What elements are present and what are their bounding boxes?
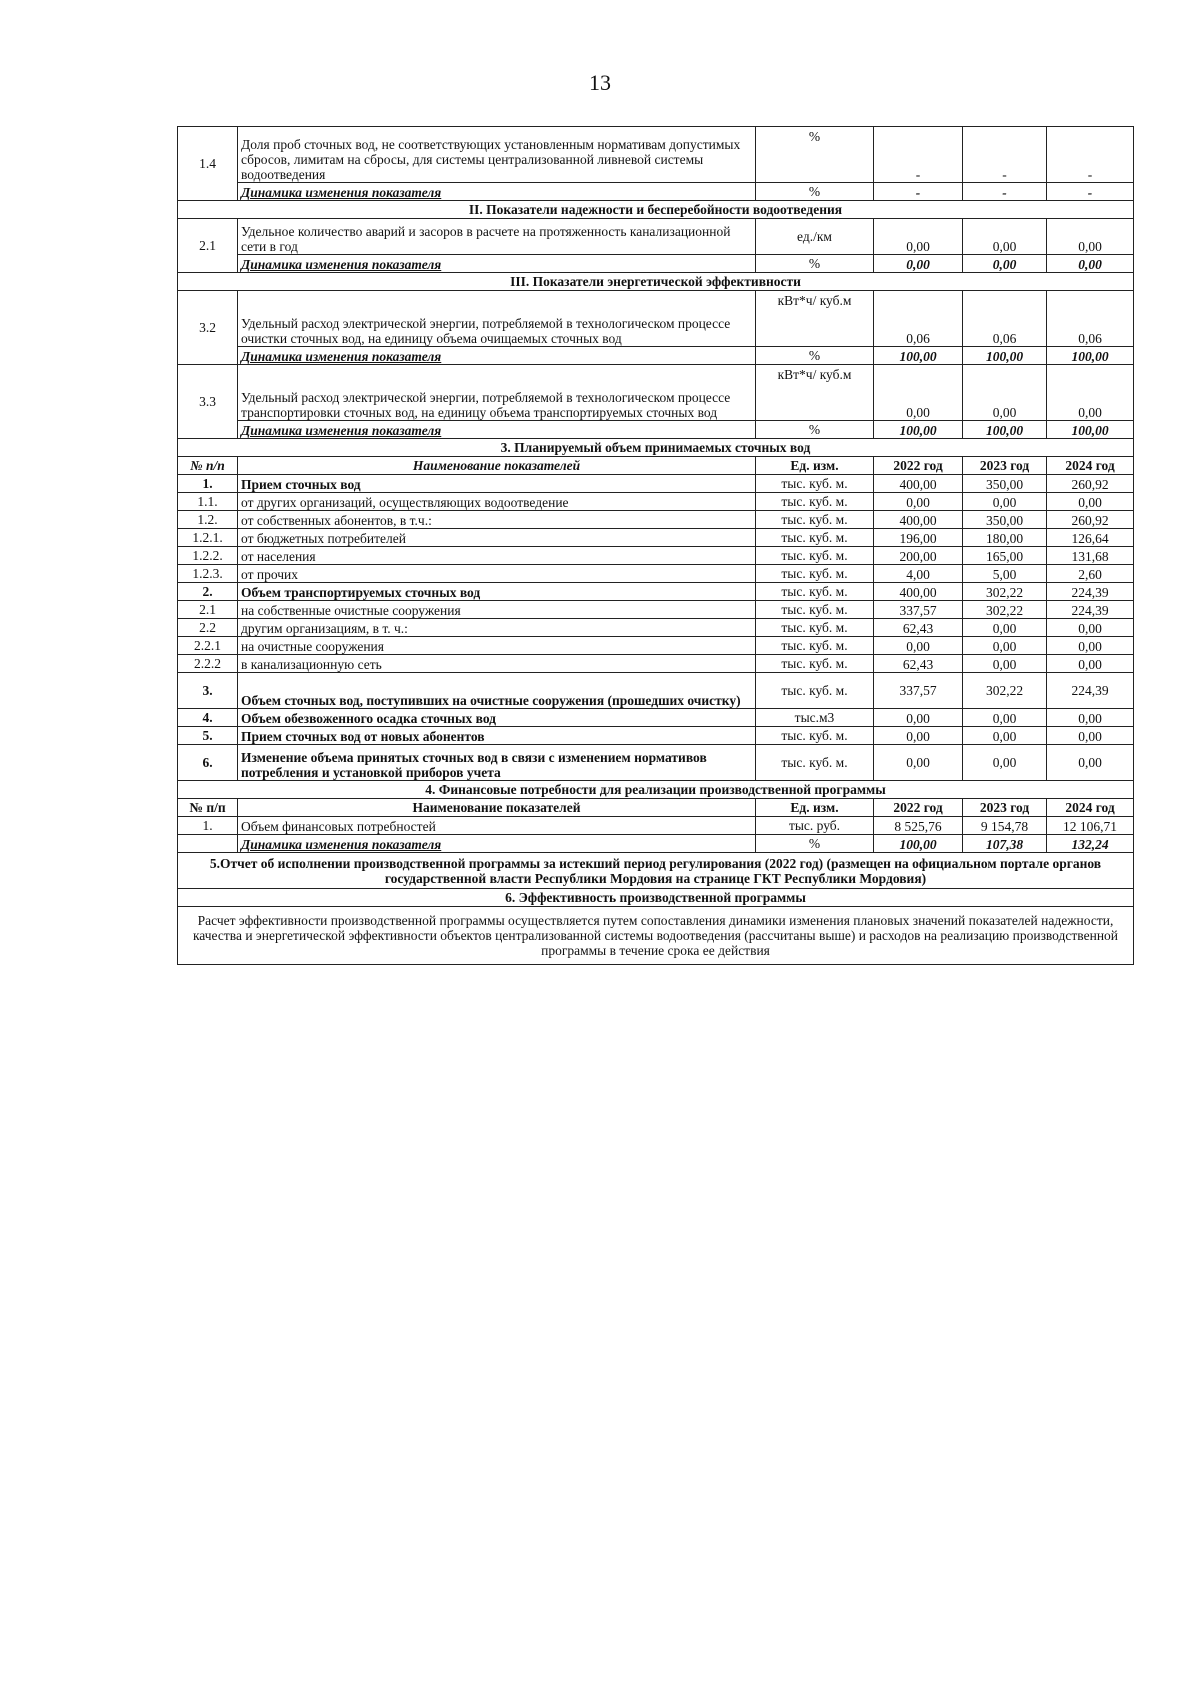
value-cell: 0,00: [874, 255, 963, 273]
unit-cell: тыс. куб. м.: [756, 493, 874, 511]
row-number: 6.: [178, 745, 238, 781]
indicator-name: Удельное количество аварий и засоров в расчете на протяженность канализационной сети в год: [238, 219, 756, 255]
value-cell: 0,00: [1047, 655, 1134, 673]
value-cell: 0,00: [963, 619, 1047, 637]
value-cell: 100,00: [963, 347, 1047, 365]
unit-cell: тыс. куб. м.: [756, 583, 874, 601]
value-cell: 0,00: [1047, 219, 1134, 255]
value-cell: 224,39: [1047, 601, 1134, 619]
value-cell: 260,92: [1047, 511, 1134, 529]
table-row: [178, 745, 1134, 781]
value-cell: 100,00: [874, 347, 963, 365]
value-cell: -: [874, 183, 963, 201]
table-row: [178, 583, 1134, 601]
section-paragraph: Расчет эффективности производственной программы осуществляется путем сопоставления динамики изменения плановых значений показателей надежности, качества и энергетической эффективности объектов централизованной системы водоотведения (рассчитаны выше) и расходов на реализацию производственной программы в течение срока ее действия: [178, 907, 1134, 965]
unit-cell: тыс. куб. м.: [756, 529, 874, 547]
unit-cell: тыс. куб. м.: [756, 619, 874, 637]
value-cell: -: [1047, 127, 1134, 183]
row-number: 1.2.1.: [178, 529, 238, 547]
section-heading: II. Показатели надежности и бесперебойности водоотведения: [178, 201, 1134, 219]
table-row: [178, 475, 1134, 493]
value-cell: 100,00: [874, 835, 963, 853]
row-number: 2.2.1: [178, 637, 238, 655]
table-row: [178, 853, 1134, 889]
row-number: 4.: [178, 709, 238, 727]
value-cell: 302,22: [963, 583, 1047, 601]
value-cell: 0,00: [963, 727, 1047, 745]
row-number: 2.: [178, 583, 238, 601]
column-header: Наименование показателей: [238, 799, 756, 817]
column-header: № п/п: [178, 799, 238, 817]
table-row: [178, 511, 1134, 529]
value-cell: 107,38: [963, 835, 1047, 853]
value-cell: 100,00: [963, 421, 1047, 439]
table-row: [178, 655, 1134, 673]
value-cell: 196,00: [874, 529, 963, 547]
value-cell: 400,00: [874, 511, 963, 529]
value-cell: 350,00: [963, 475, 1047, 493]
value-cell: 0,00: [963, 493, 1047, 511]
indicator-name: в канализационную сеть: [238, 655, 756, 673]
value-cell: 4,00: [874, 565, 963, 583]
value-cell: 302,22: [963, 673, 1047, 709]
table-row: [178, 421, 1134, 439]
page-number: 13: [589, 70, 611, 95]
row-number: 3.: [178, 673, 238, 709]
table-row: [178, 673, 1134, 709]
dynamics-label: Динамика изменения показателя: [238, 255, 756, 273]
unit-cell: %: [756, 183, 874, 201]
unit-cell: %: [756, 835, 874, 853]
table-row: [178, 709, 1134, 727]
indicator-name: Удельный расход электрической энергии, потребляемой в технологическом процессе очистки сточных вод, на единицу объема очищаемых сточных вод: [238, 291, 756, 347]
unit-cell: тыс. куб. м.: [756, 601, 874, 619]
value-cell: 0,00: [963, 655, 1047, 673]
value-cell: 100,00: [1047, 347, 1134, 365]
indicator-name: Изменение объема принятых сточных вод в связи с изменением нормативов потребления и установкой приборов учета: [238, 745, 756, 781]
table-row: [178, 201, 1134, 219]
column-header: 2022 год: [874, 457, 963, 475]
table-row: [178, 457, 1134, 475]
indicator-name: Доля проб сточных вод, не соответствующих установленным нормативам допустимых сбросов, лимитам на сбросы, для системы централизованной ливневой системы водоотведения: [238, 127, 756, 183]
indicator-name: на собственные очистные сооружения: [238, 601, 756, 619]
table-row: [178, 219, 1134, 255]
indicator-name: Прием сточных вод от новых абонентов: [238, 727, 756, 745]
unit-cell: тыс. куб. м.: [756, 511, 874, 529]
unit-cell: тыс. куб. м.: [756, 547, 874, 565]
value-cell: 62,43: [874, 655, 963, 673]
value-cell: 0,00: [1047, 493, 1134, 511]
table-row: [178, 619, 1134, 637]
unit-cell: кВт*ч/ куб.м: [756, 291, 874, 347]
row-number: 1.: [178, 817, 238, 835]
value-cell: 8 525,76: [874, 817, 963, 835]
value-cell: 200,00: [874, 547, 963, 565]
unit-cell: тыс. куб. м.: [756, 673, 874, 709]
section-heading: 6. Эффективность производственной программы: [178, 889, 1134, 907]
value-cell: 62,43: [874, 619, 963, 637]
table-row: [178, 799, 1134, 817]
column-header: Ед. изм.: [756, 457, 874, 475]
section-paragraph: 5.Отчет об исполнении производственной программы за истекший период регулирования (2022 год) (размещен на официальном портале органов государственной власти Республики Мордовия на странице ГКТ Республики Мордовия): [178, 853, 1134, 889]
value-cell: 302,22: [963, 601, 1047, 619]
value-cell: 0,06: [963, 291, 1047, 347]
table-row: [178, 183, 1134, 201]
value-cell: 132,24: [1047, 835, 1134, 853]
column-header: № п/п: [178, 457, 238, 475]
value-cell: -: [963, 183, 1047, 201]
row-number: 2.2: [178, 619, 238, 637]
row-number: [178, 835, 238, 853]
table-row: [178, 727, 1134, 745]
unit-cell: ед./км: [756, 219, 874, 255]
row-number: 5.: [178, 727, 238, 745]
table-row: [178, 817, 1134, 835]
indicator-name: Объем финансовых потребностей: [238, 817, 756, 835]
value-cell: 0,00: [874, 637, 963, 655]
table-row: [178, 907, 1134, 965]
value-cell: 5,00: [963, 565, 1047, 583]
value-cell: 100,00: [874, 421, 963, 439]
value-cell: 165,00: [963, 547, 1047, 565]
section-heading: 3. Планируемый объем принимаемых сточных вод: [178, 439, 1134, 457]
table-row: [178, 529, 1134, 547]
indicator-name: Объем транспортируемых сточных вод: [238, 583, 756, 601]
value-cell: 0,00: [1047, 637, 1134, 655]
value-cell: 224,39: [1047, 583, 1134, 601]
column-header: Наименование показателей: [238, 457, 756, 475]
value-cell: 0,00: [963, 745, 1047, 781]
unit-cell: тыс. куб. м.: [756, 475, 874, 493]
value-cell: 0,00: [1047, 727, 1134, 745]
indicator-name: Удельный расход электрической энергии, потребляемой в технологическом процессе транспортировки сточных вод, на единицу объема транспортируемых сточных вод: [238, 365, 756, 421]
table-row: [178, 493, 1134, 511]
column-header: Ед. изм.: [756, 799, 874, 817]
value-cell: 0,00: [963, 219, 1047, 255]
indicator-name: Объем сточных вод, поступивших на очистные сооружения (прошедших очистку): [238, 673, 756, 709]
unit-cell: тыс. руб.: [756, 817, 874, 835]
unit-cell: %: [756, 255, 874, 273]
section-heading: III. Показатели энергетической эффективности: [178, 273, 1134, 291]
column-header: 2024 год: [1047, 457, 1134, 475]
row-number: 2.2.2: [178, 655, 238, 673]
row-number: 1.4: [178, 127, 238, 201]
value-cell: 0,00: [963, 255, 1047, 273]
column-header: 2023 год: [963, 799, 1047, 817]
indicator-name: Прием сточных вод: [238, 475, 756, 493]
value-cell: 0,00: [1047, 619, 1134, 637]
dynamics-label: Динамика изменения показателя: [238, 347, 756, 365]
value-cell: 131,68: [1047, 547, 1134, 565]
value-cell: -: [963, 127, 1047, 183]
program-table: [177, 126, 1134, 965]
row-number: 1.2.2.: [178, 547, 238, 565]
row-number: 3.2: [178, 291, 238, 365]
table-row: [178, 547, 1134, 565]
section-heading: 4. Финансовые потребности для реализации производственной программы: [178, 781, 1134, 799]
value-cell: 100,00: [1047, 421, 1134, 439]
value-cell: 400,00: [874, 475, 963, 493]
unit-cell: тыс. куб. м.: [756, 565, 874, 583]
unit-cell: кВт*ч/ куб.м: [756, 365, 874, 421]
value-cell: 0,00: [963, 709, 1047, 727]
value-cell: 0,00: [1047, 709, 1134, 727]
value-cell: 126,64: [1047, 529, 1134, 547]
indicator-name: на очистные сооружения: [238, 637, 756, 655]
value-cell: 350,00: [963, 511, 1047, 529]
value-cell: 224,39: [1047, 673, 1134, 709]
table-row: [178, 835, 1134, 853]
value-cell: 0,00: [1047, 745, 1134, 781]
value-cell: 0,00: [874, 365, 963, 421]
indicator-name: от населения: [238, 547, 756, 565]
value-cell: 400,00: [874, 583, 963, 601]
value-cell: 0,00: [874, 709, 963, 727]
column-header: 2023 год: [963, 457, 1047, 475]
table-row: [178, 565, 1134, 583]
table-row: [178, 601, 1134, 619]
row-number: 1.: [178, 475, 238, 493]
value-cell: 0,00: [1047, 255, 1134, 273]
value-cell: 0,00: [874, 493, 963, 511]
unit-cell: тыс.м3: [756, 709, 874, 727]
value-cell: 9 154,78: [963, 817, 1047, 835]
value-cell: 0,00: [874, 727, 963, 745]
indicator-name: от других организаций, осуществляющих водоотведение: [238, 493, 756, 511]
indicator-name: Динамика изменения показателя: [238, 835, 756, 853]
unit-cell: %: [756, 421, 874, 439]
table-row: [178, 255, 1134, 273]
value-cell: 180,00: [963, 529, 1047, 547]
unit-cell: тыс. куб. м.: [756, 727, 874, 745]
table-row: [178, 637, 1134, 655]
value-cell: -: [1047, 183, 1134, 201]
column-header: 2022 год: [874, 799, 963, 817]
row-number: 2.1: [178, 601, 238, 619]
unit-cell: %: [756, 127, 874, 183]
indicator-name: от прочих: [238, 565, 756, 583]
table-row: [178, 291, 1134, 347]
value-cell: -: [874, 127, 963, 183]
unit-cell: тыс. куб. м.: [756, 637, 874, 655]
value-cell: 0,00: [963, 365, 1047, 421]
indicator-name: другим организациям, в т. ч.:: [238, 619, 756, 637]
value-cell: 0,00: [874, 219, 963, 255]
indicator-name: от собственных абонентов, в т.ч.:: [238, 511, 756, 529]
value-cell: 260,92: [1047, 475, 1134, 493]
value-cell: 0,00: [963, 637, 1047, 655]
unit-cell: %: [756, 347, 874, 365]
unit-cell: тыс. куб. м.: [756, 655, 874, 673]
table-row: [178, 273, 1134, 291]
value-cell: 0,00: [1047, 365, 1134, 421]
value-cell: 12 106,71: [1047, 817, 1134, 835]
table-row: [178, 889, 1134, 907]
dynamics-label: Динамика изменения показателя: [238, 183, 756, 201]
table-row: [178, 347, 1134, 365]
row-number: 1.2.3.: [178, 565, 238, 583]
value-cell: 2,60: [1047, 565, 1134, 583]
value-cell: 337,57: [874, 601, 963, 619]
indicator-name: Объем обезвоженного осадка сточных вод: [238, 709, 756, 727]
indicator-name: от бюджетных потребителей: [238, 529, 756, 547]
row-number: 3.3: [178, 365, 238, 439]
row-number: 1.2.: [178, 511, 238, 529]
row-number: 2.1: [178, 219, 238, 273]
value-cell: 0,06: [874, 291, 963, 347]
value-cell: 337,57: [874, 673, 963, 709]
table-row: [178, 439, 1134, 457]
row-number: 1.1.: [178, 493, 238, 511]
table-row: [178, 781, 1134, 799]
value-cell: 0,00: [874, 745, 963, 781]
table-row: [178, 365, 1134, 421]
value-cell: 0,06: [1047, 291, 1134, 347]
column-header: 2024 год: [1047, 799, 1134, 817]
unit-cell: тыс. куб. м.: [756, 745, 874, 781]
dynamics-label: Динамика изменения показателя: [238, 421, 756, 439]
table-row: [178, 127, 1134, 183]
